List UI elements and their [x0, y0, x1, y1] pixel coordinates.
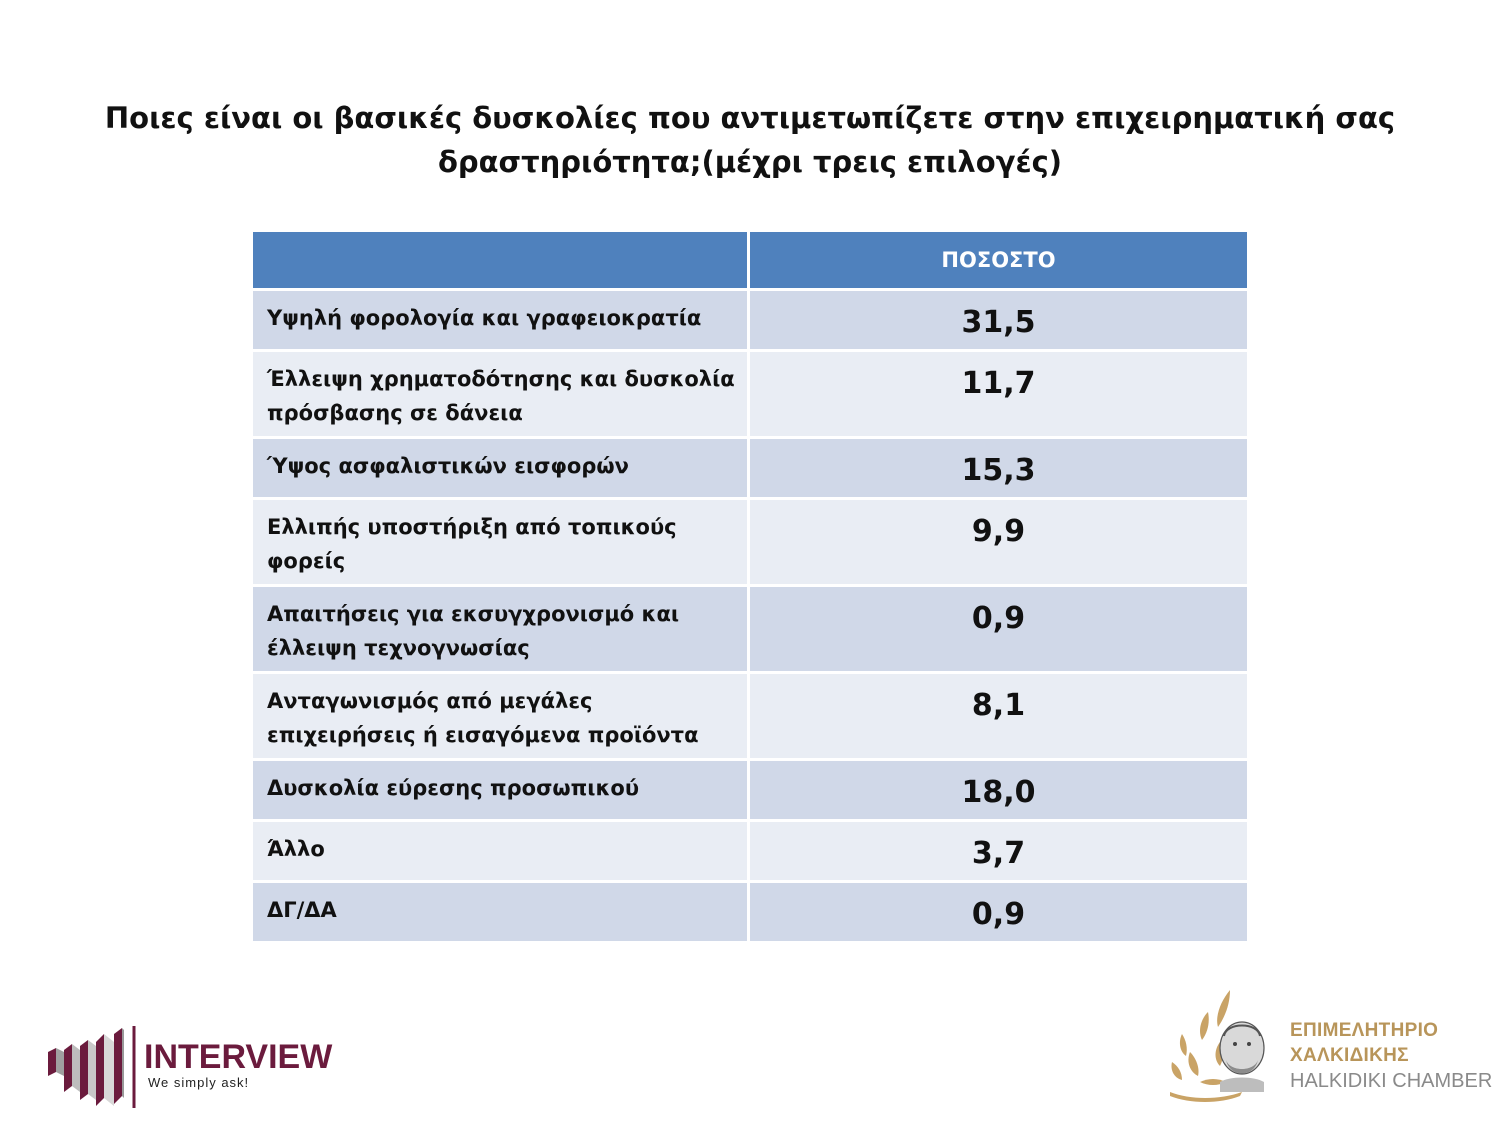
data-table [250, 229, 1250, 944]
chamber-line-3: HALKIDIKI CHAMBER [1290, 1070, 1493, 1092]
table-row [252, 882, 1249, 943]
chamber-name [1290, 1018, 1492, 1094]
interview-logo [44, 1022, 374, 1112]
table-row [252, 438, 1249, 499]
bust-icon [1220, 1022, 1264, 1092]
row-label: Έλλειψη χρηματοδότησης και δυσκολία πρόσβασης σε δάνεια [252, 351, 749, 438]
interview-name: INTERVIEW [144, 1038, 333, 1076]
row-label: Άλλο [252, 821, 749, 882]
header-cell-label [252, 231, 749, 290]
table-row [252, 673, 1249, 760]
interview-bars-icon [48, 1028, 124, 1106]
table-row [252, 290, 1249, 351]
row-value: 8,1 [749, 673, 1249, 760]
table-row [252, 586, 1249, 673]
chamber-line-1: ΕΠΙΜΕΛΗΤΗΡΙΟ [1290, 1020, 1439, 1041]
row-value: 0,9 [749, 586, 1249, 673]
row-value: 0,9 [749, 882, 1249, 943]
table-row [252, 821, 1249, 882]
row-value: 15,3 [749, 438, 1249, 499]
table-row [252, 760, 1249, 821]
title-line-1: Ποιες είναι οι βασικές δυσκολίες που αντιμετωπίζετε στην επιχειρηματική σας [104, 101, 1396, 135]
row-label: ΔΓ/ΔΑ [252, 882, 749, 943]
row-label: Δυσκολία εύρεσης προσωπικού [252, 760, 749, 821]
interview-tagline: We simply ask! [148, 1075, 250, 1090]
chamber-line-2: ΧΑΛΚΙΔΙΚΗΣ [1290, 1045, 1409, 1066]
row-value: 3,7 [749, 821, 1249, 882]
row-value: 18,0 [749, 760, 1249, 821]
row-label: Απαιτήσεις για εκσυγχρονισμό και έλλειψη τεχνογνωσίας [252, 586, 749, 673]
chart-title [100, 96, 1400, 184]
row-value: 31,5 [749, 290, 1249, 351]
header-cell-percent: ΠΟΣΟΣΤΟ [749, 231, 1249, 290]
row-label: Ανταγωνισμός από μεγάλες επιχειρήσεις ή εισαγόμενα προϊόντα [252, 673, 749, 760]
title-line-2: δραστηριότητα;(μέχρι τρεις επιλογές) [437, 145, 1063, 179]
table-header-row [252, 231, 1249, 290]
row-label: Υψηλή φορολογία και γραφειοκρατία [252, 290, 749, 351]
table-row [252, 499, 1249, 586]
row-value: 9,9 [749, 499, 1249, 586]
row-label: Ελλιπής υποστήριξη από τοπικούς φορείς [252, 499, 749, 586]
table-row [252, 351, 1249, 438]
row-label: Ύψος ασφαλιστικών εισφορών [252, 438, 749, 499]
row-value: 11,7 [749, 351, 1249, 438]
